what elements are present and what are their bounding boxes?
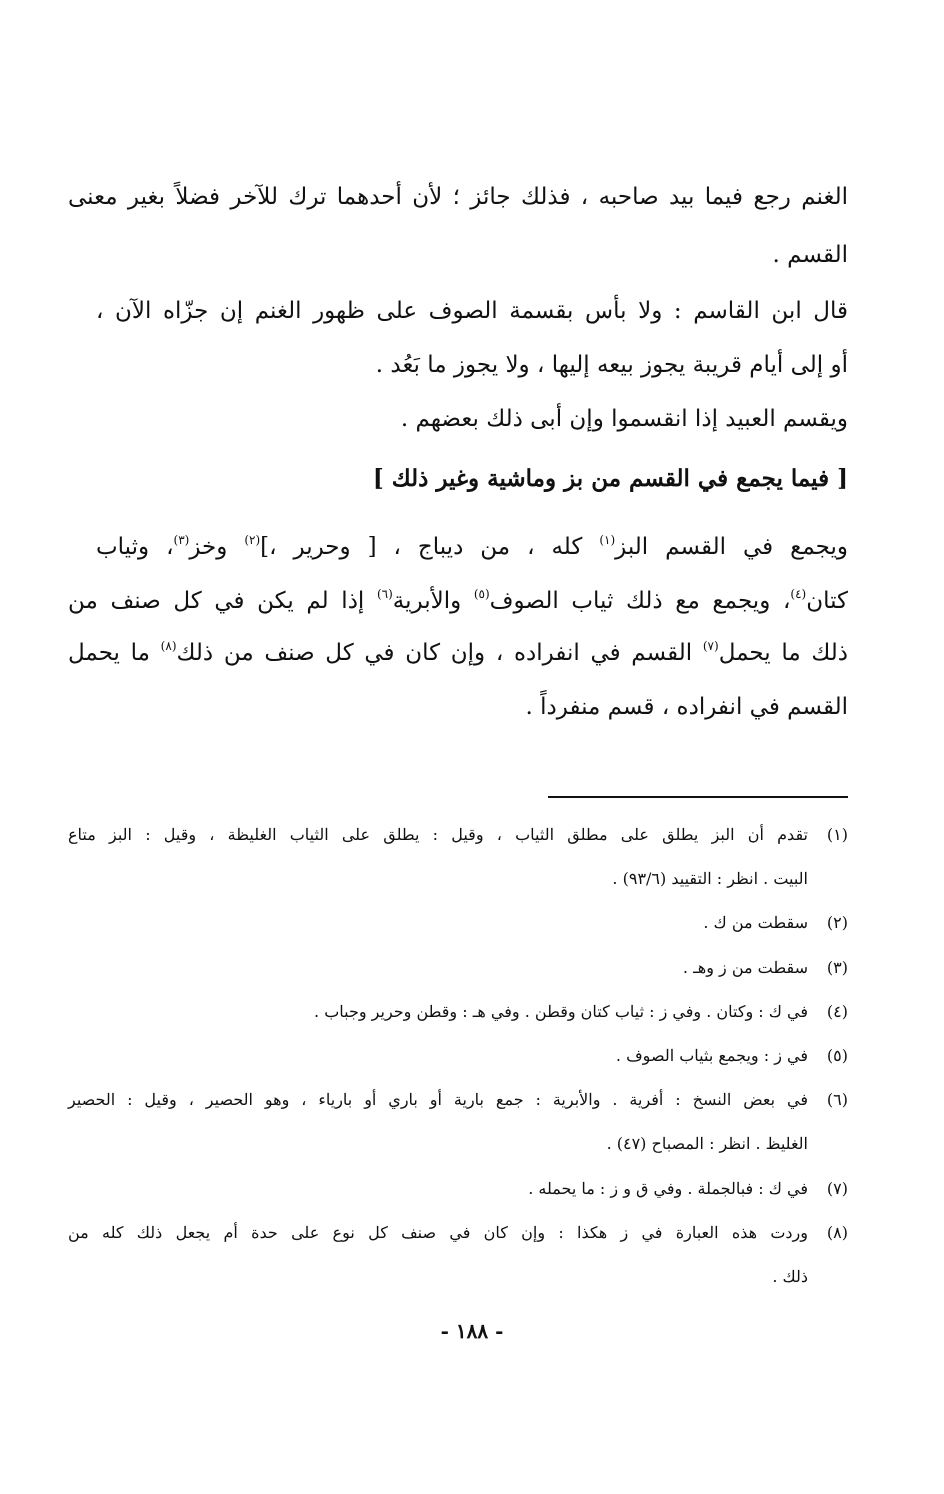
- paragraph-line: [68, 348, 848, 382]
- text-run: الغنم رجع فيما بيد صاحبه ، فذلك جائز ؛ لأن أحدهما ترك للآخر فضلاً بغير معنى: [68, 184, 848, 210]
- footnote-1: [68, 822, 848, 888]
- text-run: ويقسم العبيد إذا انقسموا وإن أبى ذلك بعضهم .: [400, 406, 848, 432]
- footnote-text: البيت . انظر : التقييد (٩٣/٦) .: [612, 869, 808, 888]
- paragraph-line: [68, 180, 848, 214]
- footnote-text: تقدم أن البز يطلق على مطلق الثياب ، وقيل : يطلق على الثياب الغليظة ، وقيل : البز متاع: [68, 825, 808, 844]
- text-run: ويجمع في القسم البز: [615, 534, 848, 560]
- footnote-2: [68, 910, 848, 936]
- footnote-number: (٣): [826, 958, 848, 977]
- footnote-text: وردت هذه العبارة في ز هكذا : وإن كان في صنف كل نوع على حدة أم يجعل ذلك كله من: [68, 1223, 808, 1242]
- footnote-number: (٢): [826, 913, 848, 932]
- paragraph-line: [96, 402, 848, 436]
- footnote-text: سقطت من ك .: [703, 913, 808, 932]
- text-run: ، ويجمع مع ذلك ثياب الصوف: [489, 588, 791, 614]
- paragraph-line: [68, 690, 848, 724]
- footnote-6: [68, 1087, 848, 1153]
- text-run: القسم .: [772, 242, 848, 268]
- text-run: إذا لم يكن في كل صنف من: [68, 588, 377, 614]
- text-run: والأبرية: [392, 588, 474, 614]
- footnote-text: الغليظ . انظر : المصباح (٤٧) .: [606, 1134, 808, 1153]
- paragraph-line: [96, 530, 848, 564]
- text-run: أو إلى أيام قريبة يجوز بيعه إليها ، ولا يجوز ما بَعُد .: [375, 352, 848, 378]
- text-run: قال ابن القاسم : ولا بأس بقسمة الصوف على ظهور الغنم إن جزّاه الآن ،: [96, 298, 848, 324]
- footnote-marker[interactable]: (٢): [244, 533, 261, 547]
- heading-text: [ فيما يجمع في القسم من بز وماشية وغير ذلك ]: [372, 465, 848, 492]
- text-run: ما يحمل: [68, 640, 161, 666]
- text-run: ، وثياب: [96, 534, 174, 560]
- text-run: ذلك ما يحمل: [718, 640, 848, 666]
- footnote-number: (٦): [826, 1090, 848, 1109]
- footnote-marker[interactable]: (٥): [473, 587, 490, 601]
- footnote-marker[interactable]: (٦): [376, 587, 393, 601]
- text-run: كله ، من ديباج ، [ وحرير ،]: [260, 534, 600, 560]
- paragraph-line: [68, 636, 848, 670]
- paragraph-line: [68, 238, 848, 272]
- footnote-8: [68, 1220, 848, 1286]
- footnote-separator: [548, 796, 848, 798]
- section-heading: [96, 462, 848, 496]
- footnote-5: [68, 1043, 848, 1069]
- document-page: [68, 0, 848, 1494]
- footnote-marker[interactable]: (٧): [702, 639, 719, 653]
- footnote-text: في ك : وكتان . وفي ز : ثياب كتان وقطن . وفي هـ : وقطن وحرير وجباب .: [314, 1002, 808, 1021]
- footnote-text: في بعض النسخ : أفرية . والأبرية : جمع بارية أو باري أو بارياء ، وهو الحصير ، وقيل : الحصير: [68, 1090, 808, 1109]
- footnote-text: في ك : فبالجملة . وفي ق و ز : ما يحمله .: [528, 1179, 808, 1198]
- footnote-text: ذلك .: [772, 1267, 808, 1286]
- footnote-number: (٤): [826, 1002, 848, 1021]
- text-run: القسم في انفراده ، وإن كان في كل صنف من ذلك: [176, 640, 703, 666]
- footnote-3: [68, 955, 848, 981]
- footnote-marker[interactable]: (٣): [173, 533, 190, 547]
- footnote-marker[interactable]: (١): [599, 533, 616, 547]
- footnote-4: [68, 999, 848, 1025]
- text-run: وخز: [189, 534, 245, 560]
- paragraph-line: [96, 294, 848, 328]
- footnote-text: سقطت من ز وهـ .: [682, 958, 808, 977]
- paragraph-line: [68, 584, 848, 618]
- footnote-number: (١): [826, 825, 848, 844]
- page-number: - ١٨٨ -: [440, 1319, 504, 1343]
- footnote-number: (٥): [826, 1046, 848, 1065]
- footnote-number: (٧): [826, 1179, 848, 1198]
- footnote-7: [68, 1176, 848, 1202]
- text-run: كتان: [806, 588, 848, 614]
- footnote-text: في ز : ويجمع بثياب الصوف .: [615, 1046, 808, 1065]
- footnote-marker[interactable]: (٤): [790, 587, 807, 601]
- text-run: القسم في انفراده ، قسم منفرداً .: [525, 694, 848, 720]
- footnote-number: (٨): [826, 1223, 848, 1242]
- footnote-marker[interactable]: (٨): [160, 639, 177, 653]
